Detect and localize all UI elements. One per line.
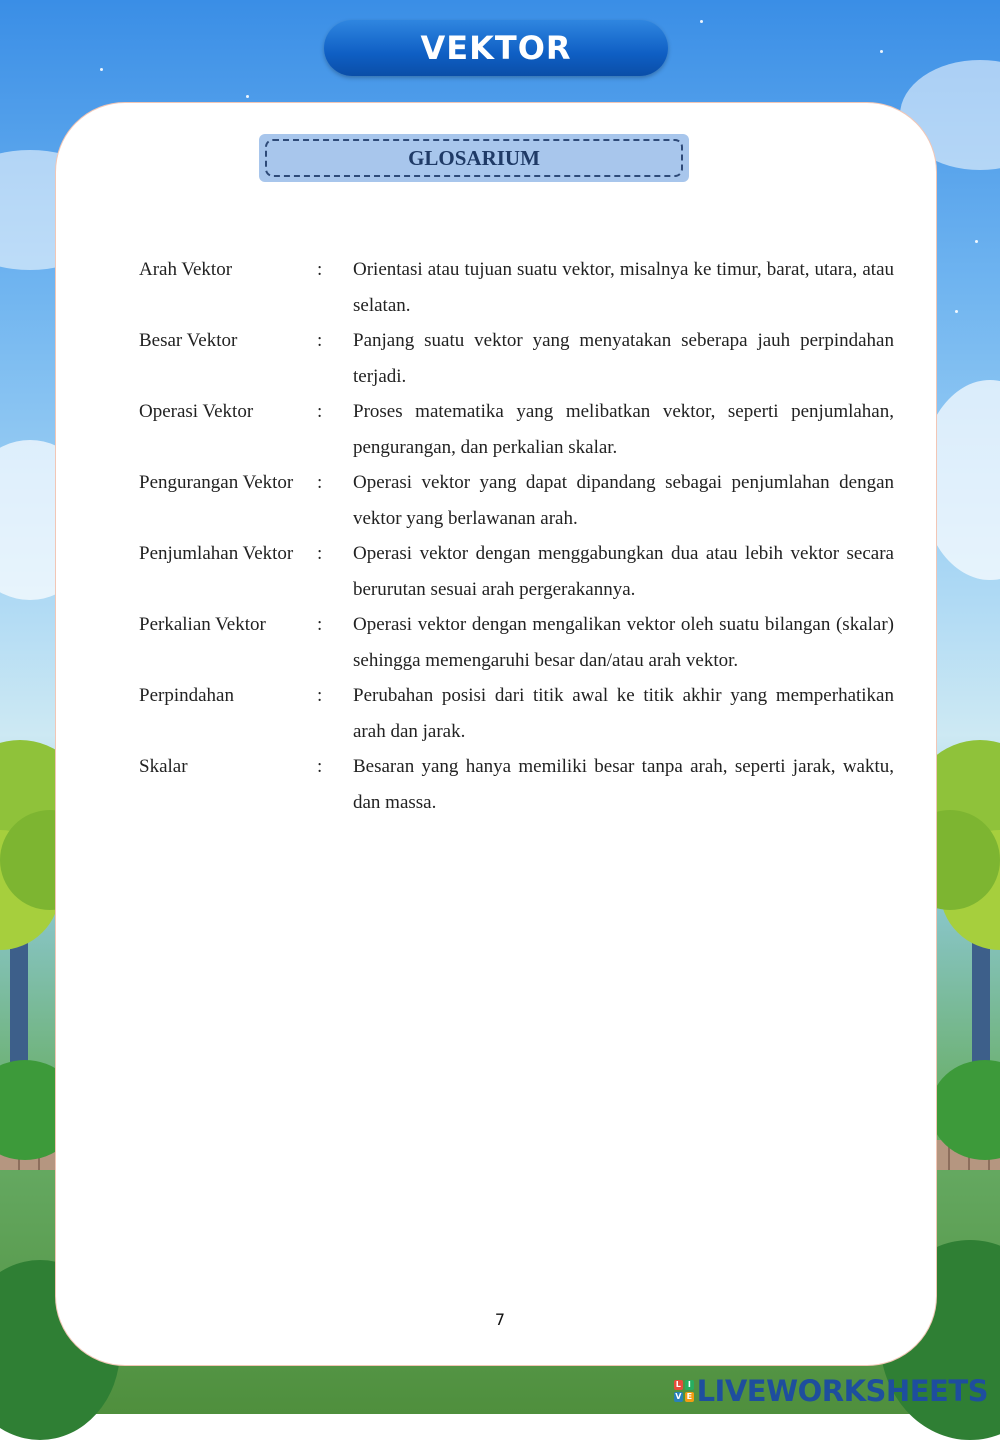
glossary-entry <box>139 678 894 749</box>
glossary-definition: Panjang suatu vektor yang menyatakan seberapa jauh perpindahan terjadi. <box>353 330 894 387</box>
glossary-separator: : <box>317 685 323 706</box>
brand-logo-icon <box>674 1380 694 1402</box>
glossary-entry <box>139 536 894 607</box>
glossary-term: Besar Vektor <box>139 330 238 351</box>
glossary-definition: Operasi vektor yang dapat dipandang sebagai penjumlahan dengan vektor yang berlawanan arah. <box>353 472 894 529</box>
glossary-entry <box>139 323 894 394</box>
page-title: VEKTOR <box>324 20 668 76</box>
glossary-entry <box>139 465 894 536</box>
glossary-list <box>139 252 894 820</box>
glossary-entry <box>139 252 894 323</box>
star <box>880 50 883 53</box>
section-title-box <box>259 134 689 182</box>
glossary-separator: : <box>317 259 323 280</box>
star <box>955 310 958 313</box>
logo-letter: V <box>675 1392 681 1401</box>
glossary-separator: : <box>317 543 323 564</box>
glossary-term: Pengurangan Vektor <box>139 472 294 493</box>
glossary-separator: : <box>317 756 323 777</box>
glossary-definition: Operasi vektor dengan mengalikan vektor oleh suatu bilangan (skalar) sehingga memengaruhi besar dan/atau arah vektor. <box>353 614 894 671</box>
logo-letter: E <box>685 1392 694 1402</box>
glossary-definition: Orientasi atau tujuan suatu vektor, misalnya ke timur, barat, utara, atau selatan. <box>353 259 894 316</box>
brand-name: LIVEWORKSHEETS <box>696 1374 988 1408</box>
glossary-term: Arah Vektor <box>139 259 233 280</box>
page-number: 7 <box>494 1310 506 1329</box>
glossary-definition: Perubahan posisi dari titik awal ke titik akhir yang memperhatikan arah dan jarak. <box>353 685 894 742</box>
liveworksheets-brand[interactable] <box>674 1374 988 1408</box>
glossary-term: Perkalian Vektor <box>139 614 266 635</box>
glossary-entry <box>139 749 894 820</box>
glossary-separator: : <box>317 614 323 635</box>
logo-letter: I <box>685 1380 694 1390</box>
star <box>100 68 103 71</box>
glossary-term: Skalar <box>139 756 188 777</box>
glossary-definition: Besaran yang hanya memiliki besar tanpa arah, seperti jarak, waktu, dan massa. <box>353 756 894 813</box>
glossary-term: Operasi Vektor <box>139 401 254 422</box>
glossary-separator: : <box>317 472 323 493</box>
glossary-entry <box>139 394 894 465</box>
glossary-definition: Operasi vektor dengan menggabungkan dua atau lebih vektor secara berurutan sesuai arah pergerakannya. <box>353 543 894 600</box>
glossary-separator: : <box>317 330 323 351</box>
glossary-term: Perpindahan <box>139 685 234 706</box>
glossary-entry <box>139 607 894 678</box>
star <box>700 20 703 23</box>
section-title: GLOSARIUM <box>265 139 683 177</box>
star <box>246 95 249 98</box>
glossary-term: Penjumlahan Vektor <box>139 543 294 564</box>
star <box>975 240 978 243</box>
glossary-separator: : <box>317 401 323 422</box>
logo-letter: L <box>674 1380 683 1390</box>
glossary-definition: Proses matematika yang melibatkan vektor, seperti penjumlahan, pengurangan, dan perkalian skalar. <box>353 401 894 458</box>
